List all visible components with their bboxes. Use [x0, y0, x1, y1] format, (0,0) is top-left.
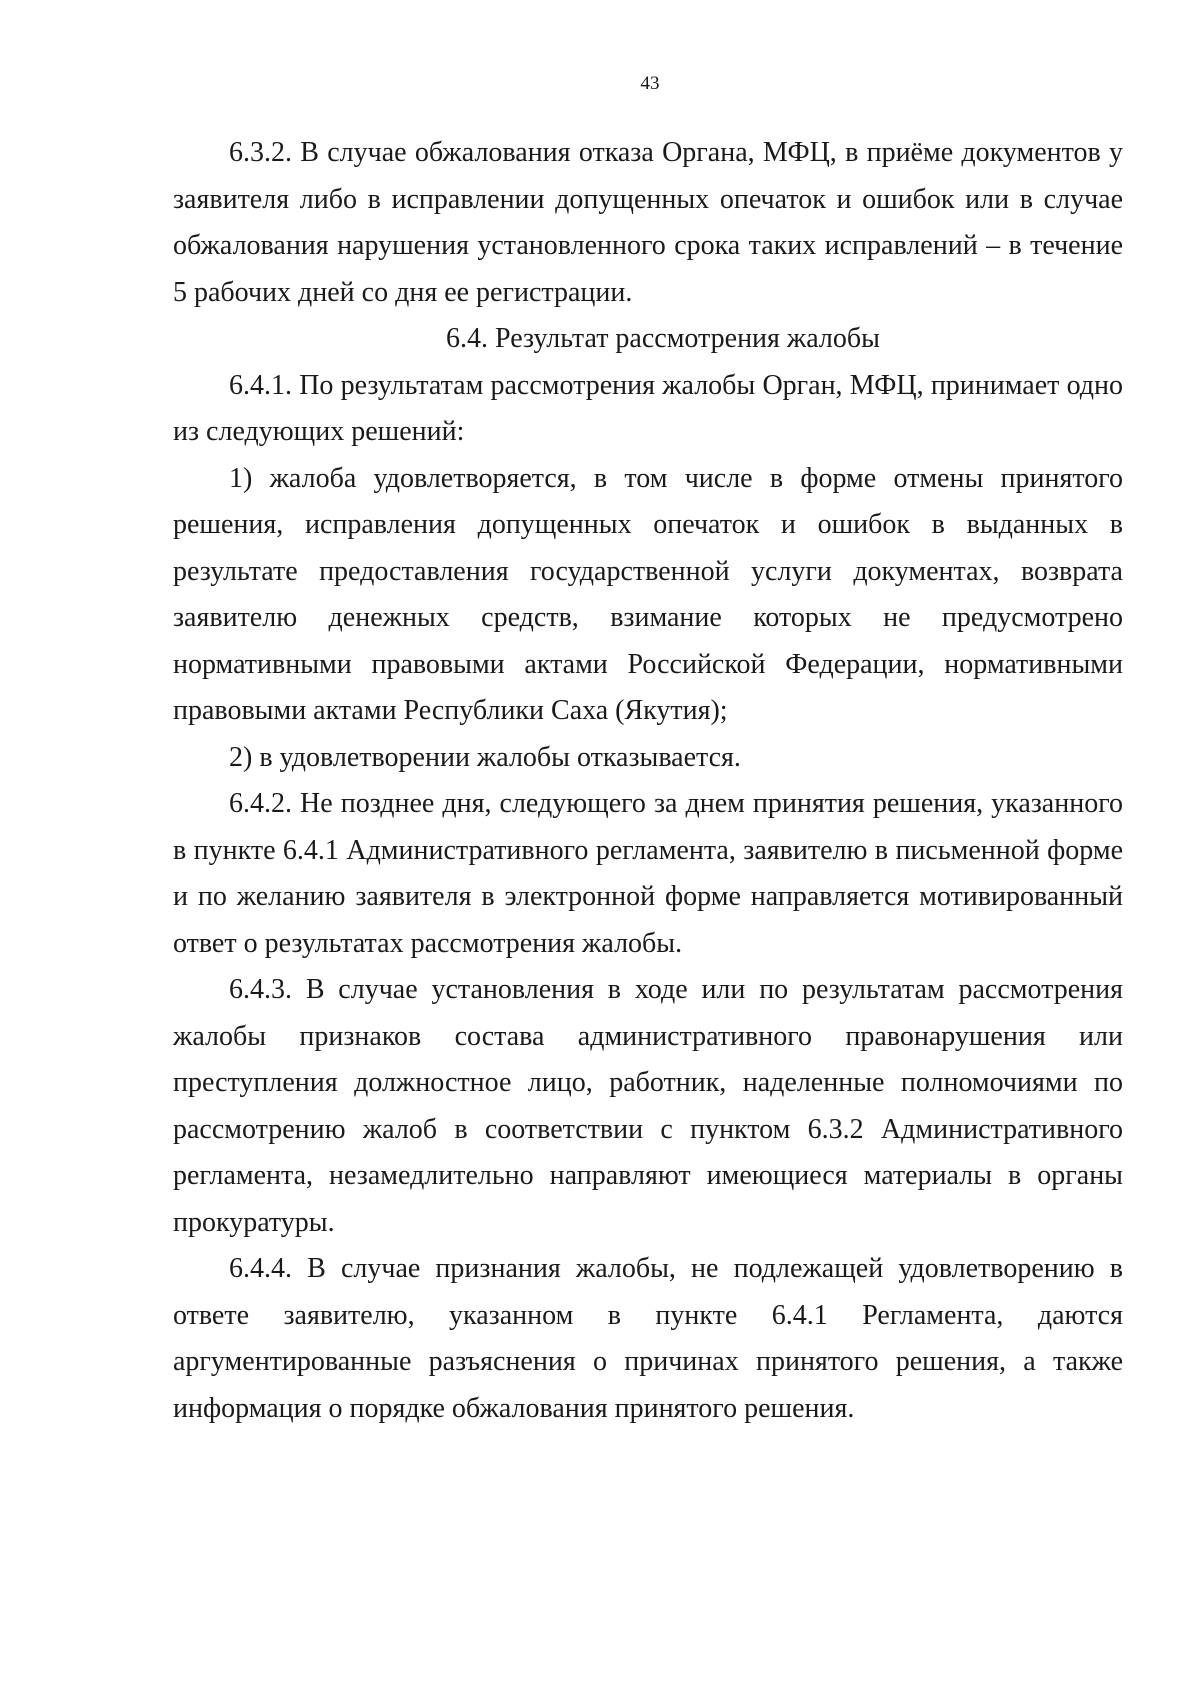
paragraph-6-4-1: 6.4.1. По результатам рассмотрения жалобы Орган, МФЦ, принимает одно из следующих решений: [173, 369, 1123, 447]
paragraph-6-4-2: 6.4.2. Не позднее дня, следующего за днем принятия решения, указанного в пункте 6.4.1 Административного регламента, заявителю в письменной форме и по желанию заявителя в электронной форме направляется мотивированный ответ о результатах рассмотрения жалобы. [173, 788, 1123, 959]
page-number: 43 [640, 73, 660, 94]
paragraph-6-4-4: 6.4.4. В случае признания жалобы, не подлежащей удовлетворению в ответе заявителю, указанном в пункте 6.4.1 Регламента, даются аргументированные разъяснения о причинах принятого решения, а также информация о порядке обжалования принятого решения. [173, 1253, 1123, 1424]
paragraph-6-3-2: 6.3.2. В случае обжалования отказа Органа, МФЦ, в приёме документов у заявителя либо в исправлении допущенных опечаток и ошибок или в случае обжалования нарушения установленного срока таких исправлений – в течение 5 рабочих дней со дня ее регистрации. [173, 137, 1123, 308]
paragraph-6-4-3: 6.4.3. В случае установления в ходе или по результатам рассмотрения жалобы признаков состава административного правонарушения или преступления должностное лицо, работник, наделенные полномочиями по рассмотрению жалоб в соответствии с пунктом 6.3.2 Административного регламента, незамедлительно направляют имеющиеся материалы в органы прокуратуры. [173, 974, 1123, 1238]
list-item-2: 2) в удовлетворении жалобы отказывается. [229, 741, 741, 773]
section-heading-6-4: 6.4. Результат рассмотрения жалобы [446, 323, 880, 354]
list-item-1: 1) жалоба удовлетворяется, в том числе в форме отмены принятого решения, исправления допущенных опечаток и ошибок в выданных в результате предоставления государственной услуги документах, возврата заявителю денежных средств, взимание которых не предусмотрено нормативными правовыми актами Российской Федерации, нормативными правовыми актами Республики Саха (Якутия); [173, 462, 1123, 726]
document-body [173, 130, 1123, 1432]
